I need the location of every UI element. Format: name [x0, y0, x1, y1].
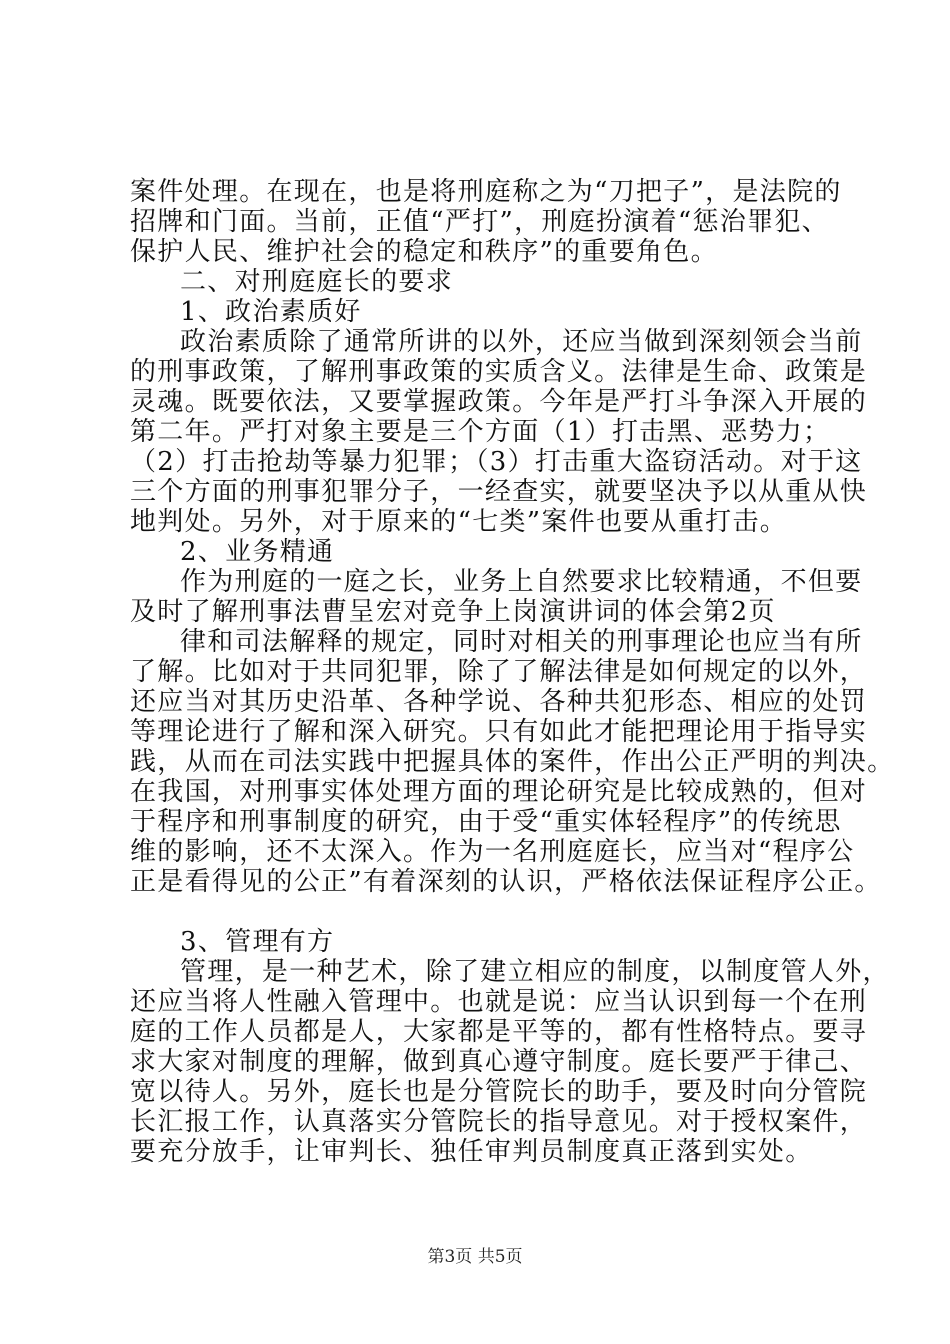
text-line: 还应当对其历史沿革、各种学说、各种共犯形态、相应的处罚	[130, 687, 868, 717]
text-line: 求大家对制度的理解，做到真心遵守制度。庭长要严于律己、	[130, 1047, 868, 1077]
subsection-heading: 1、政治素质好	[180, 297, 362, 327]
text-line: 律和司法解释的规定，同时对相关的刑事理论也应当有所	[180, 627, 863, 657]
page-number-footer: 第3页 共5页	[427, 1247, 523, 1267]
text-line: 保护人民、维护社会的稳定和秩序”的重要角色。	[130, 237, 718, 267]
text-line: 招牌和门面。当前，正值“严打”，刑庭扮演着“惩治罪犯、	[130, 207, 829, 237]
text-line: 管理，是一种艺术，除了建立相应的制度，以制度管人外，	[180, 957, 890, 987]
text-line: 灵魂。既要依法，又要掌握政策。今年是严打斗争深入开展的	[130, 387, 868, 417]
text-line: 政治素质除了通常所讲的以外，还应当做到深刻领会当前	[180, 327, 863, 357]
text-line: 庭的工作人员都是人，大家都是平等的，都有性格特点。要寻	[130, 1017, 868, 1047]
subsection-heading: 3、管理有方	[180, 927, 335, 957]
text-line: 了解。比如对于共同犯罪，除了了解法律是如何规定的以外，	[130, 657, 868, 687]
text-line: 案件处理。在现在，也是将刑庭称之为“刀把子”，是法院的	[130, 177, 842, 207]
section-heading: 二、对刑庭庭长的要求	[180, 267, 454, 297]
text-line: 宽以待人。另外，庭长也是分管院长的助手，要及时向分管院	[130, 1077, 868, 1107]
subsection-heading: 2、业务精通	[180, 537, 335, 567]
text-line: 作为刑庭的一庭之长，业务上自然要求比较精通，不但要	[180, 567, 863, 597]
text-line: 地判处。另外，对于原来的“七类”案件也要从重打击。	[130, 507, 788, 537]
text-line: 第二年。严打对象主要是三个方面（1）打击黑、恶势力；	[130, 417, 831, 447]
text-line: 要充分放手，让审判长、独任审判员制度真正落到实处。	[130, 1137, 813, 1167]
text-line: 长汇报工作，认真落实分管院长的指导意见。对于授权案件，	[130, 1107, 868, 1137]
text-line: 还应当将人性融入管理中。也就是说：应当认识到每一个在刑	[130, 987, 868, 1017]
text-line: 正是看得见的公正”有着深刻的认识，严格依法保证程序公正。	[130, 867, 882, 897]
text-line: 及时了解刑事法曹呈宏对竞争上岗演讲词的体会第2页	[130, 597, 776, 627]
text-line: 维的影响，还不太深入。作为一名刑庭庭长，应当对“程序公	[130, 837, 855, 867]
text-line: 于程序和刑事制度的研究，由于受“重实体轻程序”的传统思	[130, 807, 842, 837]
text-line: 三个方面的刑事犯罪分子，一经查实，就要坚决予以从重从快	[130, 477, 868, 507]
text-line: 等理论进行了解和深入研究。只有如此才能把理论用于指导实	[130, 717, 868, 747]
text-line: （2）打击抢劫等暴力犯罪；（3）打击重大盗窃活动。对于这	[130, 447, 863, 477]
text-line: 在我国，对刑事实体处理方面的理论研究是比较成熟的，但对	[130, 777, 868, 807]
text-line: 的刑事政策，了解刑事政策的实质含义。法律是生命、政策是	[130, 357, 868, 387]
text-line: 践，从而在司法实践中把握具体的案件，作出公正严明的判决。	[130, 747, 895, 777]
